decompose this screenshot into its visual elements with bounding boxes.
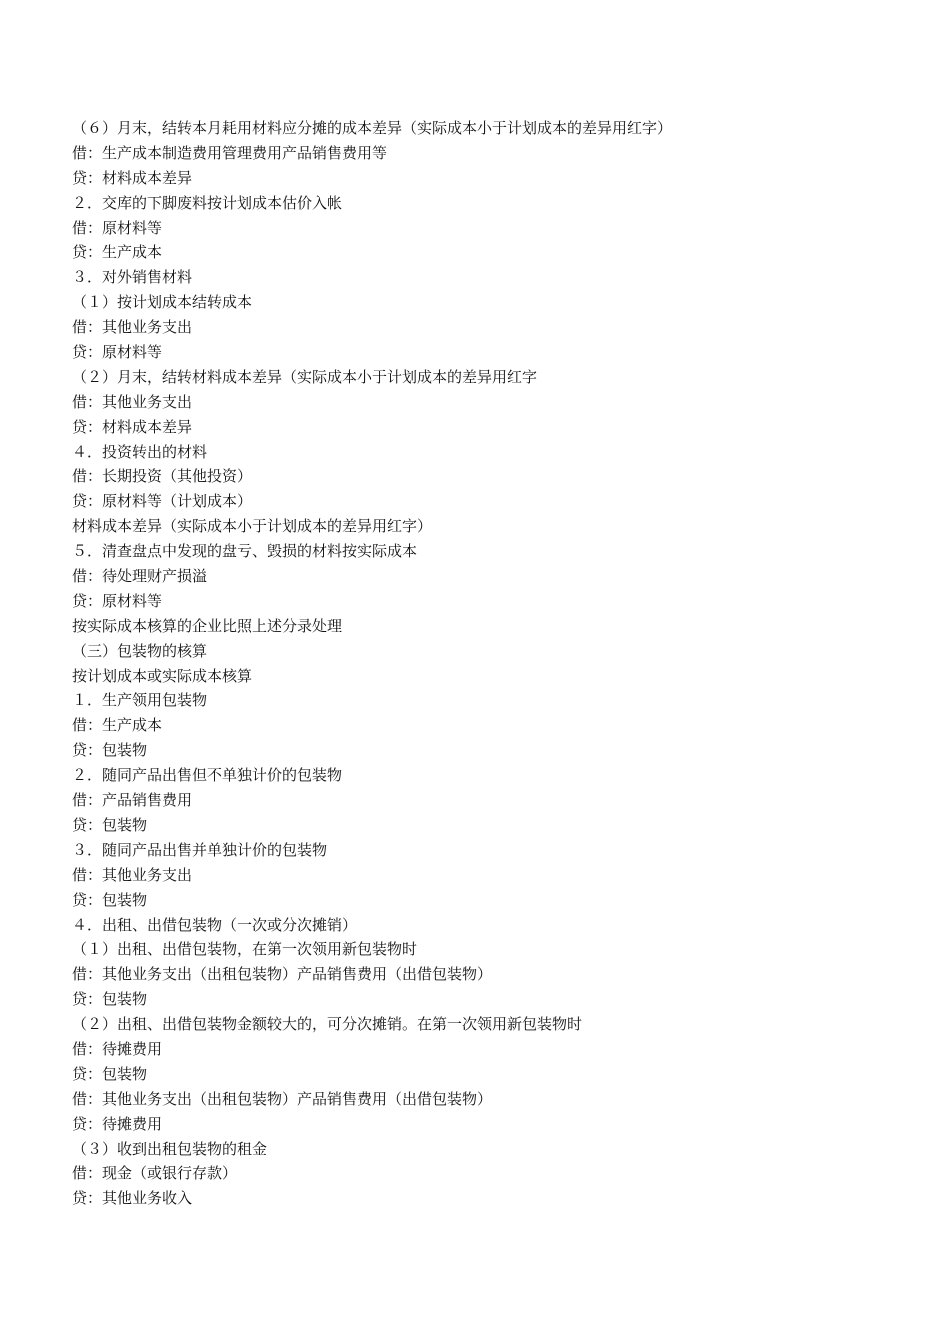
text-line: 借：产品销售费用 (72, 791, 193, 810)
text-line: 借：待处理财产损溢 (72, 567, 208, 586)
text-line: 贷：包装物 (72, 890, 148, 909)
text-line: ３．随同产品出售并单独计价的包装物 (72, 840, 328, 859)
text-line: ２．随同产品出售但不单独计价的包装物 (72, 766, 343, 785)
text-line: ４．投资转出的材料 (72, 442, 208, 461)
text-line: 材料成本差异（实际成本小于计划成本的差异用红字） (72, 517, 433, 536)
text-line: （３）收到出租包装物的租金 (72, 1139, 268, 1158)
text-line: 借：原材料等 (72, 218, 163, 237)
text-line: 贷：包装物 (72, 990, 148, 1009)
text-line: （２）月末，结转材料成本差异（实际成本小于计划成本的差异用红字 (72, 367, 538, 386)
text-line: 借：生产成本 (72, 716, 163, 735)
text-line: 贷：包装物 (72, 1064, 148, 1083)
text-line: （１）出租、出借包装物，在第一次领用新包装物时 (72, 940, 418, 959)
text-line: 贷：材料成本差异 (72, 417, 193, 436)
section-heading: （三）包装物的核算 (72, 641, 208, 660)
text-line: 借：现金（或银行存款） (72, 1164, 238, 1183)
text-line: 借：其他业务支出（出租包装物）产品销售费用（出借包装物） (72, 1089, 493, 1108)
text-line: 按计划成本或实际成本核算 (72, 666, 253, 685)
text-line: １．生产领用包装物 (72, 691, 208, 710)
text-line: 贷：原材料等（计划成本） (72, 492, 253, 511)
text-line: （１）按计划成本结转成本 (72, 293, 253, 312)
text-line: 按实际成本核算的企业比照上述分录处理 (72, 616, 343, 635)
text-line: 贷：包装物 (72, 741, 148, 760)
text-line: 贷：包装物 (72, 815, 148, 834)
text-line: （２）出租、出借包装物金额较大的，可分次摊销。在第一次领用新包装物时 (72, 1015, 583, 1034)
text-line: 贷：材料成本差异 (72, 168, 193, 187)
text-line: 贷：生产成本 (72, 243, 163, 262)
text-line: 借：其他业务支出 (72, 865, 193, 884)
text-line: 借：生产成本制造费用管理费用产品销售费用等 (72, 143, 388, 162)
text-line: ５．清查盘点中发现的盘亏、毁损的材料按实际成本 (72, 542, 418, 561)
text-line: （６）月末，结转本月耗用材料应分摊的成本差异（实际成本小于计划成本的差异用红字） (72, 119, 673, 137)
text-line: 贷：其他业务收入 (72, 1189, 193, 1208)
text-line: 借：长期投资（其他投资） (72, 467, 253, 486)
text-line: ３．对外销售材料 (72, 268, 193, 287)
text-line: 贷：待摊费用 (72, 1114, 163, 1133)
text-line: 借：其他业务支出 (72, 392, 193, 411)
text-line: 借：待摊费用 (72, 1039, 163, 1058)
text-line: ４．出租、出借包装物（一次或分次摊销） (72, 915, 358, 934)
text-line: 贷：原材料等 (72, 591, 163, 610)
text-line: ２．交库的下脚废料按计划成本估价入帐 (72, 193, 343, 212)
text-line: 借：其他业务支出（出租包装物）产品销售费用（出借包装物） (72, 965, 493, 984)
document-body (72, 116, 892, 1211)
text-line: 贷：原材料等 (72, 343, 163, 362)
text-line: 借：其他业务支出 (72, 318, 193, 337)
